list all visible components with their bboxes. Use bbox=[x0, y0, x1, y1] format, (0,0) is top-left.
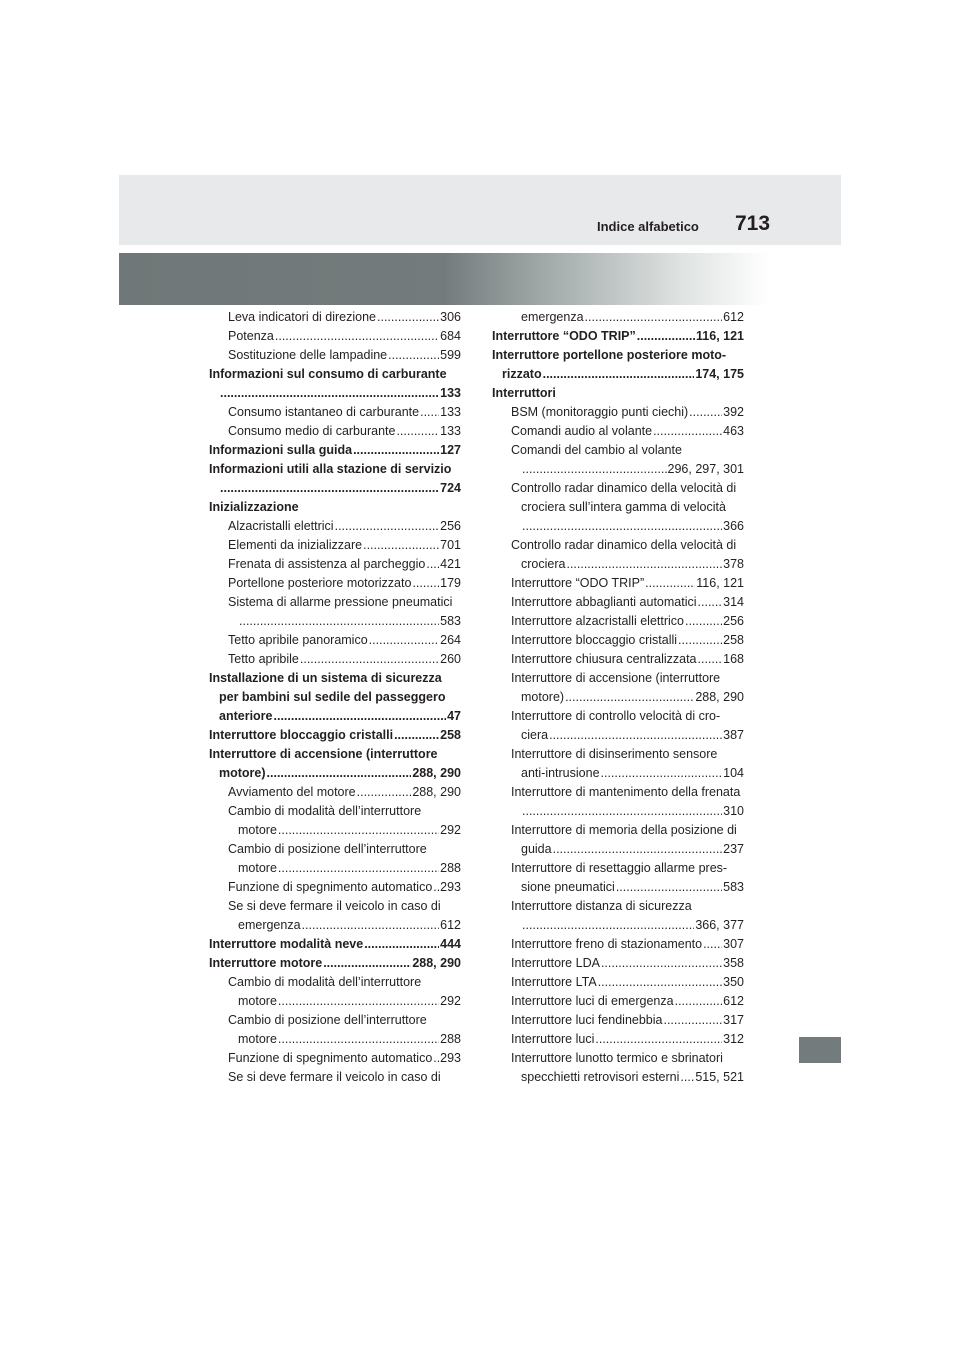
dot-leader bbox=[394, 726, 439, 745]
index-entry-page: 612 bbox=[440, 918, 461, 932]
index-entry-text: Interruttore luci di emergenza bbox=[511, 994, 674, 1008]
dot-leader bbox=[377, 308, 439, 327]
index-entry-page: 256 bbox=[723, 614, 744, 628]
dot-leader bbox=[601, 954, 722, 973]
dot-leader bbox=[598, 973, 722, 992]
index-entry-text: Interruttore di accensione (interruttore bbox=[511, 671, 721, 685]
index-entry bbox=[492, 365, 744, 384]
index-entry-page: 237 bbox=[723, 842, 744, 856]
dot-leader bbox=[678, 631, 722, 650]
dot-leader bbox=[278, 1030, 439, 1049]
index-entry-page: 168 bbox=[723, 652, 744, 666]
index-entry bbox=[492, 688, 744, 707]
index-entry-text: Interruttore “ODO TRIP” bbox=[511, 576, 645, 590]
index-entry-page: 260 bbox=[440, 652, 461, 666]
index-entry bbox=[492, 498, 744, 517]
dot-leader bbox=[278, 821, 439, 840]
index-entry-text: ciera bbox=[521, 728, 549, 742]
index-entry-page: 612 bbox=[723, 994, 744, 1008]
index-entry-page: 133 bbox=[440, 405, 461, 419]
index-entry bbox=[492, 479, 744, 498]
index-entry bbox=[492, 327, 744, 346]
index-entry-text: Comandi del cambio al volante bbox=[511, 443, 682, 457]
dot-leader bbox=[522, 517, 722, 536]
index-entry bbox=[209, 688, 461, 707]
index-entry bbox=[209, 783, 461, 802]
index-entry bbox=[492, 612, 744, 631]
dot-leader bbox=[220, 479, 439, 498]
index-entry bbox=[209, 859, 461, 878]
index-entry-page: 307 bbox=[723, 937, 744, 951]
index-entry-page: 312 bbox=[723, 1032, 744, 1046]
index-entry-text: Interruttore portellone posteriore moto- bbox=[492, 348, 727, 362]
index-entry bbox=[209, 346, 461, 365]
index-entry bbox=[492, 1068, 744, 1087]
index-entry-page: 47 bbox=[447, 709, 461, 723]
index-entry bbox=[492, 916, 744, 935]
index-entry bbox=[209, 726, 461, 745]
dot-leader bbox=[522, 802, 722, 821]
index-entry bbox=[209, 821, 461, 840]
index-entry-text: Tetto apribile bbox=[228, 652, 299, 666]
index-entry-page: 583 bbox=[440, 614, 461, 628]
index-entry bbox=[492, 840, 744, 859]
index-entry bbox=[209, 555, 461, 574]
index-entry-text: per bambini sul sedile del passeggero bbox=[219, 690, 446, 704]
dot-leader bbox=[689, 403, 722, 422]
index-entry bbox=[209, 973, 461, 992]
dot-leader bbox=[637, 327, 695, 346]
dot-leader bbox=[302, 916, 440, 935]
index-entry-page: 116, 121 bbox=[696, 329, 744, 343]
index-entry bbox=[209, 479, 461, 498]
index-entry-page: 350 bbox=[723, 975, 744, 989]
index-entry-text: Tetto apribile panoramico bbox=[228, 633, 368, 647]
index-entry bbox=[492, 992, 744, 1011]
index-entry bbox=[492, 517, 744, 536]
index-entry-page: 288, 290 bbox=[412, 766, 461, 780]
index-entry-text: Leva indicatori di direzione bbox=[228, 310, 377, 324]
index-entry-page: 258 bbox=[723, 633, 744, 647]
index-entry bbox=[492, 536, 744, 555]
index-entry-text: crociera sull’intera gamma di velocità bbox=[521, 500, 726, 514]
index-entry-text: Interruttore alzacristalli elettrico bbox=[511, 614, 684, 628]
index-entry bbox=[209, 707, 461, 726]
index-entry-page: 179 bbox=[440, 576, 461, 590]
index-entry-text: Consumo medio di carburante bbox=[228, 424, 396, 438]
index-entry-page: 288 bbox=[440, 1032, 461, 1046]
dot-leader bbox=[396, 422, 439, 441]
index-entry-text: Funzione di spegnimento automatico bbox=[228, 1051, 433, 1065]
index-entry-page: 366, 377 bbox=[695, 918, 744, 932]
index-entry bbox=[209, 574, 461, 593]
index-entry bbox=[209, 1011, 461, 1030]
dot-leader bbox=[595, 1030, 722, 1049]
index-entry-text: crociera bbox=[521, 557, 566, 571]
index-entry-text: motore bbox=[238, 823, 277, 837]
index-column-left bbox=[209, 308, 461, 1087]
index-entry bbox=[209, 745, 461, 764]
index-entry bbox=[209, 1068, 461, 1087]
index-entry bbox=[492, 821, 744, 840]
page-number: 713 bbox=[735, 212, 771, 235]
dot-leader bbox=[363, 536, 439, 555]
index-entry bbox=[492, 669, 744, 688]
index-entry-text: Interruttore lunotto termico e sbrinatori bbox=[511, 1051, 723, 1065]
index-entry-page: 684 bbox=[440, 329, 461, 343]
index-entry bbox=[492, 973, 744, 992]
index-entry bbox=[209, 403, 461, 422]
index-entry bbox=[209, 631, 461, 650]
dot-leader bbox=[323, 954, 411, 973]
index-entry-text: guida bbox=[521, 842, 552, 856]
index-entry-page: 292 bbox=[440, 823, 461, 837]
index-entry-text: Cambio di modalità dell’interruttore bbox=[228, 975, 422, 989]
index-entry-page: 310 bbox=[723, 804, 744, 818]
dot-leader bbox=[220, 384, 439, 403]
index-entry-text: Funzione di spegnimento automatico bbox=[228, 880, 433, 894]
index-entry bbox=[492, 460, 744, 479]
section-thumb-tab bbox=[799, 1037, 841, 1063]
index-entry-text: BSM (monitoraggio punti ciechi) bbox=[511, 405, 689, 419]
dot-leader bbox=[364, 935, 439, 954]
index-entry-text: anteriore bbox=[219, 709, 273, 723]
dot-leader bbox=[278, 992, 439, 1011]
index-entry-text: Sostituzione delle lampadine bbox=[228, 348, 388, 362]
index-entry-text: Interruttore luci fendinebbia bbox=[511, 1013, 663, 1027]
index-entry-text: Alzacristalli elettrici bbox=[228, 519, 334, 533]
index-entry bbox=[209, 1049, 461, 1068]
index-entry-page: 387 bbox=[723, 728, 744, 742]
index-entry bbox=[209, 954, 461, 973]
index-entry-text: Sistema di allarme pressione pneumatici bbox=[228, 595, 453, 609]
index-entry-text: Interruttore di disinserimento sensore bbox=[511, 747, 718, 761]
index-entry-text: Interruttore di mantenimento della frenata bbox=[511, 785, 741, 799]
index-entry-page: 256 bbox=[440, 519, 461, 533]
index-entry-page: 116, 121 bbox=[696, 576, 744, 590]
index-entry-text: Controllo radar dinamico della velocità di bbox=[511, 538, 737, 552]
index-column-right bbox=[492, 308, 744, 1087]
dot-leader bbox=[522, 460, 667, 479]
index-entry-text: Cambio di posizione dell’interruttore bbox=[228, 842, 427, 856]
index-entry bbox=[209, 365, 461, 384]
index-entry bbox=[492, 1011, 744, 1030]
index-entry-page: 133 bbox=[440, 386, 461, 400]
index-entry bbox=[209, 992, 461, 1011]
index-entry bbox=[492, 422, 744, 441]
index-entry-text: Inizializzazione bbox=[209, 500, 299, 514]
index-entry-text: emergenza bbox=[238, 918, 301, 932]
dot-leader bbox=[335, 517, 440, 536]
dot-leader bbox=[585, 308, 723, 327]
index-entry bbox=[492, 1030, 744, 1049]
index-entry bbox=[492, 726, 744, 745]
dot-leader bbox=[703, 935, 722, 954]
index-entry bbox=[492, 707, 744, 726]
index-entry bbox=[492, 1049, 744, 1068]
dot-leader bbox=[553, 840, 723, 859]
dot-leader bbox=[353, 441, 439, 460]
index-entry-text: anti-intrusione bbox=[521, 766, 600, 780]
index-entry-text: motore bbox=[238, 861, 277, 875]
index-entry bbox=[209, 327, 461, 346]
index-entry-text: Informazioni sulla guida bbox=[209, 443, 353, 457]
index-entry-page: 288 bbox=[440, 861, 461, 875]
dot-leader bbox=[565, 688, 694, 707]
index-entry-text: motore) bbox=[521, 690, 565, 704]
index-entry bbox=[492, 783, 744, 802]
index-entry-page: 174, 175 bbox=[695, 367, 744, 381]
index-entry-text: Interruttori bbox=[492, 386, 556, 400]
index-entry bbox=[492, 935, 744, 954]
index-entry bbox=[209, 669, 461, 688]
index-entry-text: Consumo istantaneo di carburante bbox=[228, 405, 420, 419]
index-entry-text: Elementi da inizializzare bbox=[228, 538, 363, 552]
index-entry-text: Comandi audio al volante bbox=[511, 424, 653, 438]
dot-leader bbox=[412, 574, 439, 593]
index-entry bbox=[209, 916, 461, 935]
dot-leader bbox=[522, 916, 694, 935]
index-entry-page: 724 bbox=[440, 481, 461, 495]
index-entry bbox=[492, 764, 744, 783]
index-entry bbox=[209, 650, 461, 669]
index-entry-text: specchietti retrovisori esterni bbox=[521, 1070, 680, 1084]
index-entry-page: 133 bbox=[440, 424, 461, 438]
index-entry-page: 288, 290 bbox=[412, 956, 461, 970]
dot-leader bbox=[433, 1049, 439, 1068]
index-entry-text: Potenza bbox=[228, 329, 274, 343]
dot-leader bbox=[601, 764, 723, 783]
dot-leader bbox=[388, 346, 439, 365]
index-entry bbox=[492, 878, 744, 897]
index-entry-text: motore) bbox=[219, 766, 266, 780]
index-entry bbox=[492, 745, 744, 764]
index-entry bbox=[209, 441, 461, 460]
dot-leader bbox=[300, 650, 439, 669]
index-entry-text: Interruttore di memoria della posizione di bbox=[511, 823, 737, 837]
index-entry-page: 444 bbox=[440, 937, 461, 951]
index-entry bbox=[209, 612, 461, 631]
header-gradient-bar bbox=[119, 253, 841, 305]
index-entry-text: sione pneumatici bbox=[521, 880, 615, 894]
dot-leader bbox=[274, 707, 447, 726]
index-entry bbox=[492, 897, 744, 916]
header-band bbox=[119, 175, 841, 245]
dot-leader bbox=[278, 859, 439, 878]
index-entry-text: Interruttore abbaglianti automatici bbox=[511, 595, 697, 609]
index-entry-page: 264 bbox=[440, 633, 461, 647]
index-entry-page: 288, 290 bbox=[412, 785, 461, 799]
index-entry bbox=[492, 574, 744, 593]
index-entry bbox=[209, 878, 461, 897]
index-entry-text: Se si deve fermare il veicolo in caso di bbox=[228, 899, 441, 913]
index-entry bbox=[209, 935, 461, 954]
index-entry bbox=[492, 384, 744, 403]
dot-leader bbox=[275, 327, 439, 346]
index-entry bbox=[492, 403, 744, 422]
index-entry bbox=[209, 840, 461, 859]
index-entry-text: emergenza bbox=[521, 310, 584, 324]
dot-leader bbox=[685, 612, 722, 631]
dot-leader bbox=[357, 783, 412, 802]
index-entry-text: Interruttore di controllo velocità di cro- bbox=[511, 709, 721, 723]
index-entry bbox=[492, 650, 744, 669]
dot-leader bbox=[675, 992, 723, 1011]
dot-leader bbox=[698, 650, 723, 669]
index-entry bbox=[492, 631, 744, 650]
index-entry bbox=[209, 1030, 461, 1049]
index-entry-text: Interruttore chiusura centralizzata bbox=[511, 652, 697, 666]
index-entry-page: 293 bbox=[440, 1051, 461, 1065]
index-entry bbox=[492, 859, 744, 878]
index-entry-page: 421 bbox=[440, 557, 461, 571]
index-entry bbox=[209, 517, 461, 536]
index-entry-page: 292 bbox=[440, 994, 461, 1008]
index-entry-page: 314 bbox=[723, 595, 744, 609]
index-entry-text: Interruttore distanza di sicurezza bbox=[511, 899, 692, 913]
index-entry bbox=[209, 460, 461, 479]
index-entry-text: Portellone posteriore motorizzato bbox=[228, 576, 412, 590]
index-entry-page: 599 bbox=[440, 348, 461, 362]
index-entry-text: Cambio di posizione dell’interruttore bbox=[228, 1013, 427, 1027]
dot-leader bbox=[267, 764, 412, 783]
index-entry-page: 258 bbox=[440, 728, 461, 742]
dot-leader bbox=[653, 422, 722, 441]
index-entry-text: Interruttore bloccaggio cristalli bbox=[209, 728, 394, 742]
index-entry-text: motore bbox=[238, 1032, 277, 1046]
index-entry-page: 358 bbox=[723, 956, 744, 970]
index-entry bbox=[209, 384, 461, 403]
index-entry-text: Interruttore bloccaggio cristalli bbox=[511, 633, 678, 647]
index-entry-text: Avviamento del motore bbox=[228, 785, 356, 799]
dot-leader bbox=[645, 574, 695, 593]
index-entry bbox=[492, 802, 744, 821]
index-entry bbox=[492, 346, 744, 365]
dot-leader bbox=[616, 878, 722, 897]
index-entry-page: 701 bbox=[440, 538, 461, 552]
index-entry-text: Interruttore modalità neve bbox=[209, 937, 364, 951]
index-entry bbox=[209, 897, 461, 916]
dot-leader bbox=[420, 403, 439, 422]
dot-leader bbox=[433, 878, 439, 897]
index-entry bbox=[492, 308, 744, 327]
index-entry bbox=[209, 536, 461, 555]
index-entry bbox=[492, 441, 744, 460]
index-entry-text: Interruttore di resettaggio allarme pres- bbox=[511, 861, 728, 875]
index-entry bbox=[209, 498, 461, 517]
index-entry bbox=[209, 308, 461, 327]
index-entry bbox=[209, 422, 461, 441]
index-entry-text: Interruttore di accensione (interruttore bbox=[209, 747, 438, 761]
dot-leader bbox=[549, 726, 722, 745]
index-entry-text: Se si deve fermare il veicolo in caso di bbox=[228, 1070, 441, 1084]
index-entry-text: rizzato bbox=[502, 367, 542, 381]
dot-leader bbox=[698, 593, 723, 612]
index-entry-text: motore bbox=[238, 994, 277, 1008]
index-entry bbox=[492, 954, 744, 973]
index-entry-page: 583 bbox=[723, 880, 744, 894]
dot-leader bbox=[663, 1011, 722, 1030]
section-title: Indice alfabetico bbox=[597, 219, 699, 234]
index-entry-page: 306 bbox=[440, 310, 461, 324]
index-entry-page: 392 bbox=[723, 405, 744, 419]
index-entry-text: Controllo radar dinamico della velocità di bbox=[511, 481, 737, 495]
index-entry-page: 127 bbox=[440, 443, 461, 457]
index-entry bbox=[209, 764, 461, 783]
dot-leader bbox=[426, 555, 439, 574]
index-entry-page: 612 bbox=[723, 310, 744, 324]
index-entry bbox=[492, 555, 744, 574]
index-entry-page: 288, 290 bbox=[695, 690, 744, 704]
dot-leader bbox=[566, 555, 722, 574]
dot-leader bbox=[680, 1068, 694, 1087]
index-entry-page: 293 bbox=[440, 880, 461, 894]
index-entry-text: Cambio di modalità dell’interruttore bbox=[228, 804, 422, 818]
index-entry-text: Interruttore motore bbox=[209, 956, 323, 970]
index-entry-text: Interruttore LDA bbox=[511, 956, 600, 970]
index-entry-text: Interruttore “ODO TRIP” bbox=[492, 329, 636, 343]
index-entry-text: Informazioni sul consumo di carburante bbox=[209, 367, 447, 381]
index-entry-page: 378 bbox=[723, 557, 744, 571]
index-entry-page: 463 bbox=[723, 424, 744, 438]
index-entry-text: Informazioni utili alla stazione di servizio bbox=[209, 462, 452, 476]
index-entry-text: Installazione di un sistema di sicurezza bbox=[209, 671, 442, 685]
index-entry bbox=[209, 593, 461, 612]
dot-leader bbox=[239, 612, 439, 631]
index-entry-text: Interruttore luci bbox=[511, 1032, 595, 1046]
dot-leader bbox=[369, 631, 439, 650]
index-entry-text: Interruttore LTA bbox=[511, 975, 597, 989]
dot-leader bbox=[543, 365, 695, 384]
index-entry bbox=[492, 593, 744, 612]
index-entry-page: 104 bbox=[723, 766, 744, 780]
index-entry-page: 296, 297, 301 bbox=[667, 462, 744, 476]
index-entry bbox=[209, 802, 461, 821]
index-entry-page: 317 bbox=[723, 1013, 744, 1027]
index-entry-text: Interruttore freno di stazionamento bbox=[511, 937, 703, 951]
index-entry-page: 515, 521 bbox=[695, 1070, 744, 1084]
index-entry-text: Frenata di assistenza al parcheggio bbox=[228, 557, 426, 571]
index-entry-page: 366 bbox=[723, 519, 744, 533]
